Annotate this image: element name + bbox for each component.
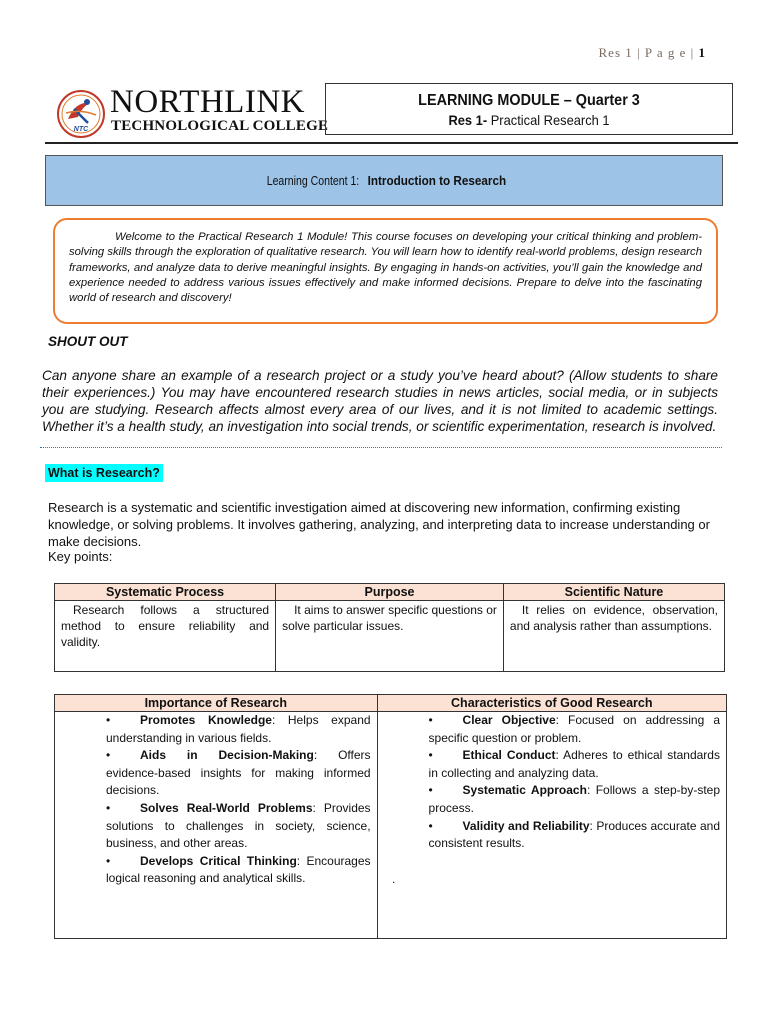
- list-item: • Ethical Conduct: Adheres to ethical standards in collecting and analyzing data.: [428, 748, 720, 780]
- table-cell: Research follows a structured method to ensure reliability and validity.: [55, 601, 276, 672]
- table-cell: It aims to answer specific questions or solve particular issues.: [276, 601, 504, 672]
- section-divider: [40, 447, 722, 448]
- list-item: • Systematic Approach: Follows a step-by-step process.: [428, 783, 721, 815]
- college-subtitle: TECHNOLOGICAL COLLEGE: [111, 118, 329, 134]
- table-cell: It relies on evidence, observation, and analysis rather than assumptions.: [503, 601, 724, 672]
- module-title: LEARNING MODULE – Quarter 3: [418, 92, 640, 109]
- table-header-cell: Importance of Research: [55, 695, 378, 712]
- header-rule: [45, 142, 738, 144]
- page-number-value: 1: [698, 45, 706, 60]
- importance-cell: [55, 712, 378, 939]
- shout-out-paragraph: [42, 367, 718, 435]
- table-header-cell: Characteristics of Good Research: [377, 695, 726, 712]
- logo-text: NTC: [73, 126, 89, 133]
- page-number: [599, 45, 707, 61]
- learning-content-label: Learning Content 1:: [266, 173, 360, 188]
- table-header-row: [55, 584, 725, 601]
- list-item: • Validity and Reliability: Produces accurate and consistent results.: [428, 818, 721, 851]
- module-info-box: [325, 83, 733, 135]
- list-item: • Develops Critical Thinking: Encourages logical reasoning and analytical skills.: [106, 853, 371, 886]
- table-header-cell: Systematic Process: [55, 584, 276, 601]
- learning-content-title: Introduction to Research: [367, 173, 507, 188]
- table-header-cell: Purpose: [276, 584, 504, 601]
- what-is-research-heading: What is Research?: [45, 464, 163, 482]
- list-item: • Promotes Knowledge: Helps expand understanding in various fields.: [106, 713, 371, 745]
- welcome-box: [53, 218, 718, 324]
- table-header-cell: Scientific Nature: [503, 584, 724, 601]
- shout-out-heading: SHOUT OUT: [48, 334, 128, 349]
- college-name: NORTHLINK: [110, 84, 305, 120]
- trailing-mark: .: [392, 872, 396, 886]
- list-item: • Aids in Decision-Making: Offers evidence-based insights for making informed decisions.: [106, 748, 371, 798]
- page-number-prefix: Res 1 | P a g e |: [598, 45, 695, 60]
- list-item: • Clear Objective: Focused on addressing a specific question or problem.: [428, 713, 721, 745]
- table-row: [55, 712, 727, 939]
- list-item: • Solves Real-World Problems: Provides solutions to challenges in society, science, business, and other areas.: [106, 800, 371, 851]
- table-row: [55, 601, 725, 672]
- shout-out-text: Can anyone share an example of a research project or a study you’ve heard about? (Allow students to share their experiences.) You may have encountered research studies in news articles, social media, or in subjects you are studying. Research affects almost every area of our lives, and it is not limited to academic settings. Whether it’s a health study, an investigation into social trends, or scientific experimentation, research is involved.: [42, 368, 718, 434]
- key-points-table: [54, 583, 725, 672]
- learning-content-bar: [45, 155, 723, 206]
- welcome-text: Welcome to the Practical Research 1 Module! This course focuses on developing your critical thinking and problem-solving skills through the exploration of qualitative research. You will learn how to identify real-world problems, design research frameworks, and analyze data to derive meaningful insights. By engaging in hands-on activities, you’ll gain the knowledge and experience needed to address various issues effectively and make informed decisions. Prepare to delve into the fascinating world of research and discovery!: [69, 231, 702, 305]
- college-logo: [56, 89, 106, 139]
- key-points-label: Key points:: [48, 549, 113, 564]
- research-definition-text: Research is a systematic and scientific investigation aimed at discovering new information, confirming existing knowledge, or solving problems. It involves gathering, analyzing, and interpreting data to increase understanding or make decisions.: [48, 500, 710, 549]
- module-subject: Practical Research 1: [490, 112, 610, 128]
- table-header-row: [55, 695, 727, 712]
- module-code: Res 1-: [448, 112, 488, 128]
- research-definition: [48, 499, 724, 550]
- module-subtitle: [342, 111, 716, 129]
- characteristics-cell: [377, 712, 726, 939]
- importance-table: [54, 694, 727, 939]
